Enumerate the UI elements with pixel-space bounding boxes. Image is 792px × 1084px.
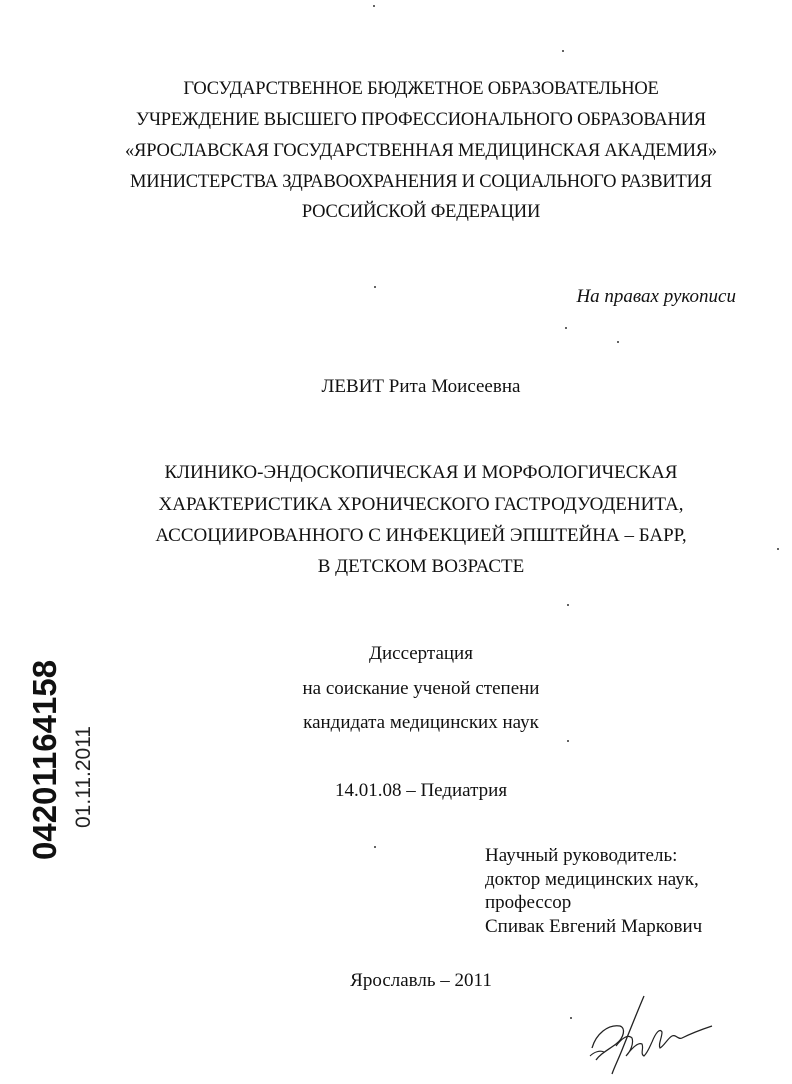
org-header-line-3: «ЯРОСЛАВСКАЯ ГОСУДАРСТВЕННАЯ МЕДИЦИНСКАЯ АКАДЕМИЯ» bbox=[125, 141, 717, 161]
thesis-title-line-4: В ДЕТСКОМ ВОЗРАСТЕ bbox=[317, 556, 525, 577]
degree-line-2: кандидата медицинских наук bbox=[303, 712, 539, 733]
scan-speck bbox=[570, 1017, 572, 1019]
stamp-number: 04201164158 bbox=[26, 659, 63, 860]
scan-speck bbox=[562, 50, 564, 52]
scan-speck bbox=[565, 327, 567, 329]
scan-speck bbox=[777, 548, 779, 550]
manuscript-rights-note: На правах рукописи bbox=[576, 286, 736, 307]
thesis-title-line-2: ХАРАКТЕРИСТИКА ХРОНИЧЕСКОГО ГАСТРОДУОДЕНИТА, bbox=[158, 494, 684, 515]
handwritten-signature bbox=[586, 990, 716, 1080]
specialty-code: 14.01.08 – Педиатрия bbox=[334, 780, 508, 801]
city-year: Ярославль – 2011 bbox=[350, 970, 492, 991]
scan-speck bbox=[373, 5, 375, 7]
supervisor-name: Спивак Евгений Маркович bbox=[485, 916, 703, 937]
thesis-title-line-1: КЛИНИКО-ЭНДОСКОПИЧЕСКАЯ И МОРФОЛОГИЧЕСКАЯ bbox=[164, 462, 678, 483]
scan-speck bbox=[617, 341, 619, 343]
scan-speck bbox=[374, 286, 376, 288]
supervisor-degree: доктор медицинских наук, bbox=[485, 869, 699, 890]
supervisor-title: профессор bbox=[485, 892, 572, 913]
org-header-line-2: УЧРЕЖДЕНИЕ ВЫСШЕГО ПРОФЕССИОНАЛЬНОГО ОБРАЗОВАНИЯ bbox=[136, 110, 706, 130]
degree-line-1: на соискание ученой степени bbox=[302, 678, 540, 699]
org-header-line-1: ГОСУДАРСТВЕННОЕ БЮДЖЕТНОЕ ОБРАЗОВАТЕЛЬНОЕ bbox=[183, 79, 659, 99]
org-header-line-4: МИНИСТЕРСТВА ЗДРАВООХРАНЕНИЯ И СОЦИАЛЬНОГО РАЗВИТИЯ bbox=[130, 172, 712, 192]
scan-speck bbox=[567, 604, 569, 606]
stamp-date: 01.11.2011 bbox=[72, 726, 95, 828]
org-header-line-5: РОССИЙСКОЙ ФЕДЕРАЦИИ bbox=[301, 202, 541, 222]
supervisor-label: Научный руководитель: bbox=[485, 845, 678, 866]
scan-speck bbox=[567, 740, 569, 742]
scan-speck bbox=[374, 846, 376, 848]
author-name: ЛЕВИТ Рита Моисеевна bbox=[321, 376, 521, 397]
thesis-title-line-3: АССОЦИИРОВАННОГО С ИНФЕКЦИЕЙ ЭПШТЕЙНА – БАРР, bbox=[155, 525, 687, 546]
dissertation-label: Диссертация bbox=[369, 643, 473, 664]
library-stamp bbox=[28, 640, 98, 860]
